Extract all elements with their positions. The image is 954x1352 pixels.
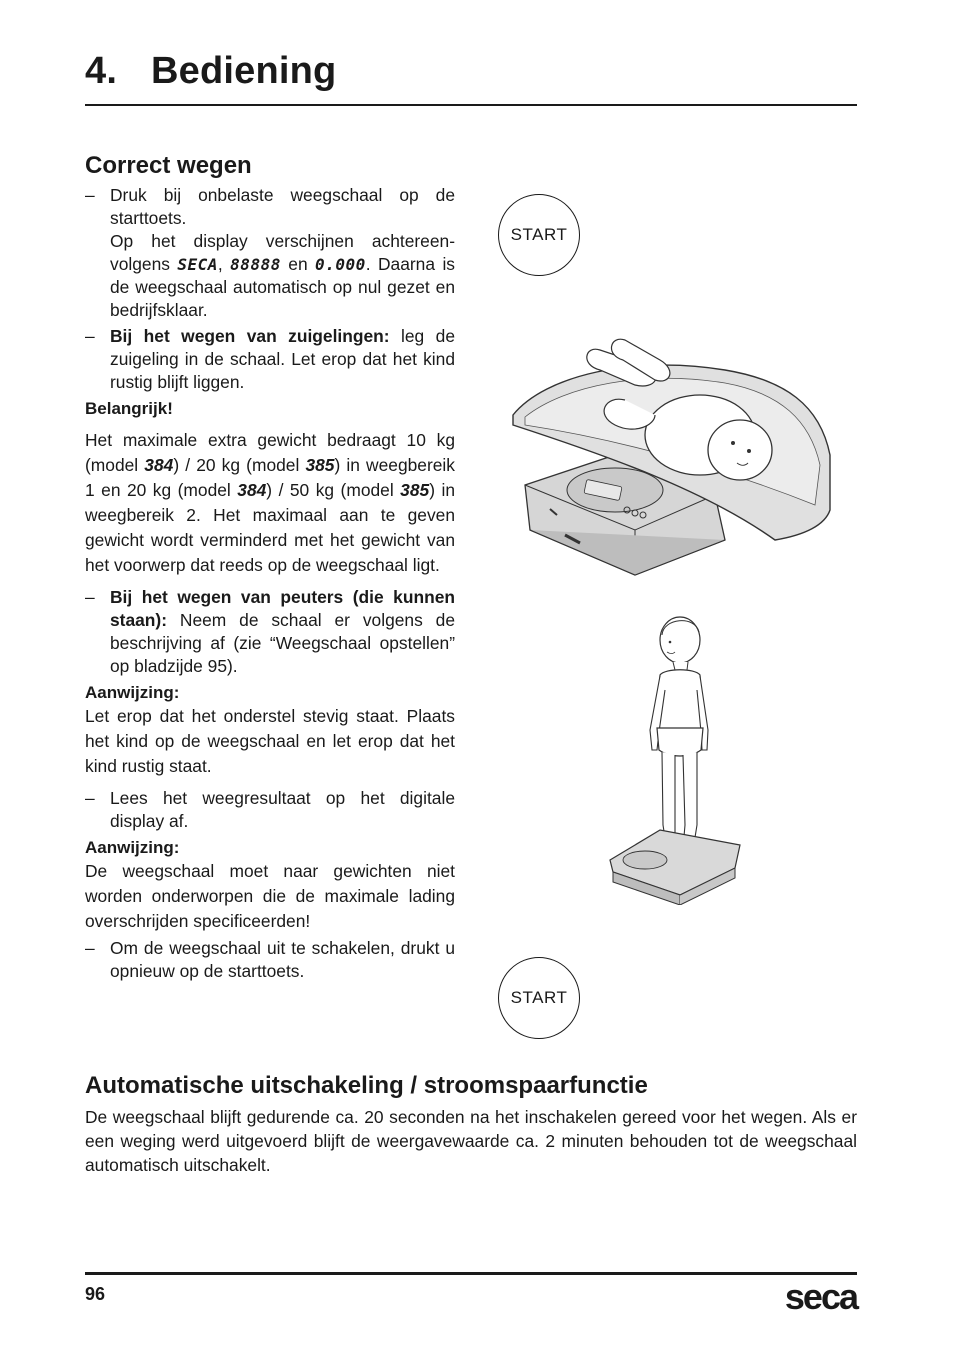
page-number: 96: [85, 1284, 106, 1304]
aanwijzing1-text: Let erop dat het onderstel stevig staat. Plaats het kind op de weegschaal en let erop dat het kind rustig staat.: [85, 706, 455, 776]
model-385: 385: [305, 455, 335, 475]
belangrijk-t3: ) in weegbereik 1 en 20 kg (model: [85, 455, 455, 500]
sep2: en: [280, 254, 316, 274]
toddler-scale-illustration: [605, 610, 745, 905]
belangrijk-t1: Het maximale extra gewicht bedraagt 10 kg (model: [85, 430, 455, 475]
auto-off-text: De weegschaal blijft gedurende ca. 20 seconden na het inschakelen gereed voor het wegen. Als er een weging werd uitgevoerd blijft de weergavewaarde ca. 2 minuten behouden tot de weegschaal automatisch uitschakelt.: [85, 1107, 857, 1175]
model-384: 384: [237, 480, 267, 500]
chapter-number: 4.: [85, 50, 118, 92]
aanwijzing2-text: De weegschaal moet naar gewichten niet worden onderworpen die de maximale lading overschrijden specificeerden!: [85, 861, 455, 931]
dash: –: [85, 185, 95, 205]
correct-wegen-body: [85, 184, 455, 983]
list-item: [85, 325, 455, 394]
bullet1-line2: [110, 230, 455, 322]
bullet3-text: [110, 586, 455, 678]
dash: –: [85, 788, 95, 808]
belangrijk-t2: ) / 20 kg (model: [173, 455, 306, 475]
belangrijk-text: [85, 428, 455, 578]
bullet1-text-a: Op het display verschijnen achtereenvolgens: [110, 231, 455, 274]
bullet2-rest: leg de zuigeling in de schaal. Let erop dat het kind rustig blijft liggen.: [110, 326, 455, 392]
list-item: [85, 937, 455, 983]
model-384: 384: [144, 455, 174, 475]
lcd-seca: SECA: [177, 255, 218, 274]
bullet1-text-b: . Daarna is de weegschaal automatisch op nul gezet en bedrijfsklaar.: [110, 254, 455, 320]
seca-logo: seca: [784, 1276, 857, 1317]
list-item: [85, 787, 455, 833]
bullet2-text: [110, 325, 455, 394]
dash: –: [85, 326, 95, 346]
list-item: [85, 184, 455, 322]
aanwijzing2-label: Aanwijzing:: [85, 838, 180, 857]
bullet4-text: Lees het weegresultaat op het digitale display af.: [110, 788, 455, 831]
section-heading-correct-wegen: Correct wegen: [85, 152, 252, 179]
dash: –: [85, 587, 95, 607]
dash: –: [85, 938, 95, 958]
section-heading-auto-off: Automatische uitschakeling / stroomspaarfunctie: [85, 1072, 648, 1099]
list-item: [85, 586, 455, 678]
belangrijk-t4: ) / 50 kg (model: [266, 480, 401, 500]
bullet3-bold: Bij het wegen van peuters (die kunnen staan):: [110, 587, 455, 630]
baby-scale-illustration: [505, 325, 835, 580]
lcd-zero: 0.000: [315, 255, 366, 274]
bullet1-line1: Druk bij onbelaste weegschaal op de starttoets.: [110, 185, 455, 228]
start-button-illustration-top: START: [498, 194, 580, 276]
start-button-illustration-bottom: START: [498, 957, 580, 1039]
title-rule: [85, 104, 857, 106]
footer-rule: [85, 1272, 857, 1275]
model-385: 385: [400, 480, 430, 500]
chapter-title: [85, 50, 336, 93]
bullet2-bold: Bij het wegen van zuigelingen:: [110, 326, 390, 346]
bullet5-text: Om de weegschaal uit te schakelen, drukt u opnieuw op de starttoets.: [110, 938, 455, 981]
bullet3-rest: Neem de schaal er volgens de beschrijving af (zie “Weegschaal opstellen” op bladzijde 95).: [110, 610, 455, 676]
belangrijk-label: Belangrijk!: [85, 399, 173, 418]
sep1: ,: [217, 254, 231, 274]
aanwijzing1-label: Aanwijzing:: [85, 683, 180, 702]
belangrijk-t5: ) in weegbereik 2. Het maximaal aan te geven gewicht wordt verminderd met het gewicht van het voorwerp dat reeds op de weegschaal ligt.: [85, 480, 455, 575]
lcd-88888: 88888: [230, 255, 281, 274]
chapter-title-text: Bediening: [151, 50, 337, 92]
